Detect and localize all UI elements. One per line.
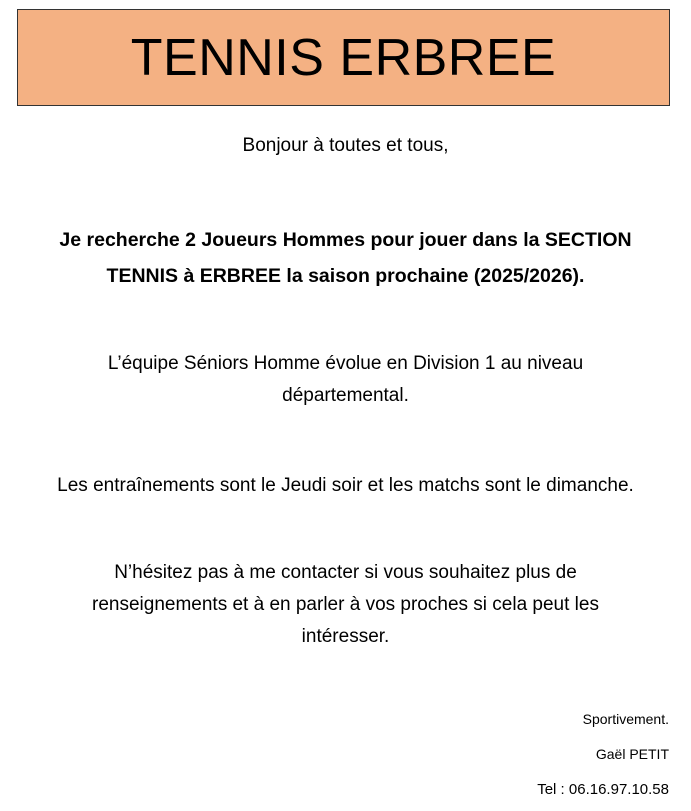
paragraph-line: intéresser. [301,626,390,647]
greeting-text: Bonjour à toutes et tous, [242,135,449,156]
signature-name: Gaël PETIT [595,746,669,762]
paragraph-line: départemental. [282,385,409,406]
headline-line: TENNIS à ERBREE la saison prochaine (2025/2026). [106,265,585,287]
team-paragraph [0,348,691,412]
page-title: TENNIS ERBREE [130,28,557,87]
paragraph-line: Les entraînements sont le Jeudi soir et les matchs sont le dimanche. [57,475,634,496]
signature-closing: Sportivement. [582,711,669,727]
headline-line: Je recherche 2 Joueurs Hommes pour jouer dans la SECTION [59,229,632,251]
signature-phone: Tel : 06.16.97.10.58 [537,781,669,798]
schedule-paragraph [0,470,691,502]
paragraph-line: N’hésitez pas à me contacter si vous souhaitez plus de [114,562,577,583]
title-banner [17,9,670,106]
paragraph-line: renseignements et à en parler à vos proches si cela peut les [92,594,599,615]
headline [0,222,691,294]
paragraph-line: L’équipe Séniors Homme évolue en Division 1 au niveau [107,353,584,374]
contact-paragraph [0,557,691,653]
greeting [0,130,691,162]
